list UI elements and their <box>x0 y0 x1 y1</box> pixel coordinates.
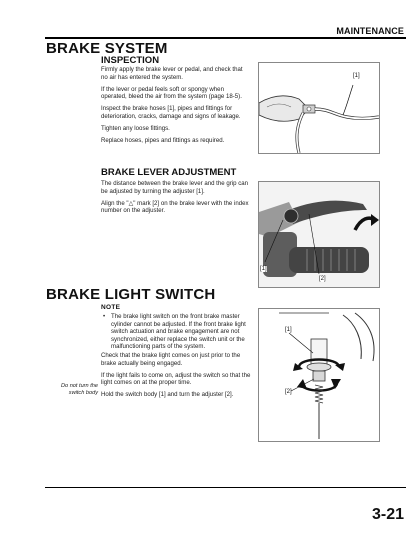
inspection-text <box>101 66 251 149</box>
figure-callout: [1] <box>353 73 360 79</box>
side-note-caution: Do not turn the switch body <box>60 383 98 396</box>
lever-adjustment-paragraph: Align the "△" mark [2] on the brake lever with the index number on the adjuster. <box>101 199 249 215</box>
lever-adjustment-text <box>101 180 251 219</box>
subsection-title-inspection: INSPECTION <box>101 55 160 66</box>
section-title-brake-system: BRAKE SYSTEM <box>46 40 168 57</box>
note-bullet-item <box>101 313 252 351</box>
figure-callout: [2] <box>319 276 326 282</box>
header-rule <box>45 37 406 39</box>
figure-callout: [2] <box>285 389 292 395</box>
brake-light-paragraph: Hold the switch body [1] and turn the adjuster [2]. <box>101 391 234 399</box>
brake-light-switch-text <box>101 352 252 403</box>
inspection-paragraph: Inspect the brake hoses [1], pipes and fittings for deterioration, cracks, damage and signs of leakage. <box>101 105 241 120</box>
figure-callout: [1] <box>285 327 292 333</box>
inspection-paragraph: Firmly apply the brake lever or pedal, and check that no air has entered the system. <box>101 66 243 81</box>
brake-hose-figure <box>258 62 380 154</box>
inspection-paragraph: If the lever or pedal feels soft or spongy when operated, bleed the air from the system (page 18-5). <box>101 85 242 101</box>
footer-rule <box>45 487 406 488</box>
brake-light-switch-illustration <box>259 309 379 441</box>
brake-light-paragraph: If the light fails to come on, adjust the switch so that the light comes on at the proper time. <box>101 371 251 387</box>
brake-lever-illustration <box>259 182 379 287</box>
figure-callout: [1] <box>260 266 267 272</box>
inspection-paragraph: Tighten any loose fittings. <box>101 125 170 133</box>
subsection-title-brake-lever-adjustment: BRAKE LEVER ADJUSTMENT <box>101 167 237 178</box>
bullet-marker: • <box>103 313 106 320</box>
brake-hose-illustration <box>259 63 379 153</box>
brake-light-paragraph: Check that the brake light comes on just prior to the brake actually being engaged. <box>101 352 241 367</box>
page-number: 3-21 <box>371 506 404 523</box>
section-title-brake-light-switch: BRAKE LIGHT SWITCH <box>46 286 216 303</box>
inspection-paragraph: Replace hoses, pipes and fittings as required. <box>101 137 225 145</box>
lever-adjustment-paragraph: The distance between the brake lever and the grip can be adjusted by turning the adjuster [1]. <box>101 180 249 195</box>
brake-lever-figure <box>258 181 380 288</box>
note-label: NOTE <box>101 304 121 311</box>
brake-light-switch-figure <box>258 308 380 442</box>
running-header: MAINTENANCE <box>336 26 404 36</box>
note-bullet-text: The brake light switch on the front brake master cylinder cannot be adjusted. If the front brake light switch actuation and brake engagement are not synchronized, either replace the switch unit or the malfunctioning parts of the system. <box>111 313 246 351</box>
